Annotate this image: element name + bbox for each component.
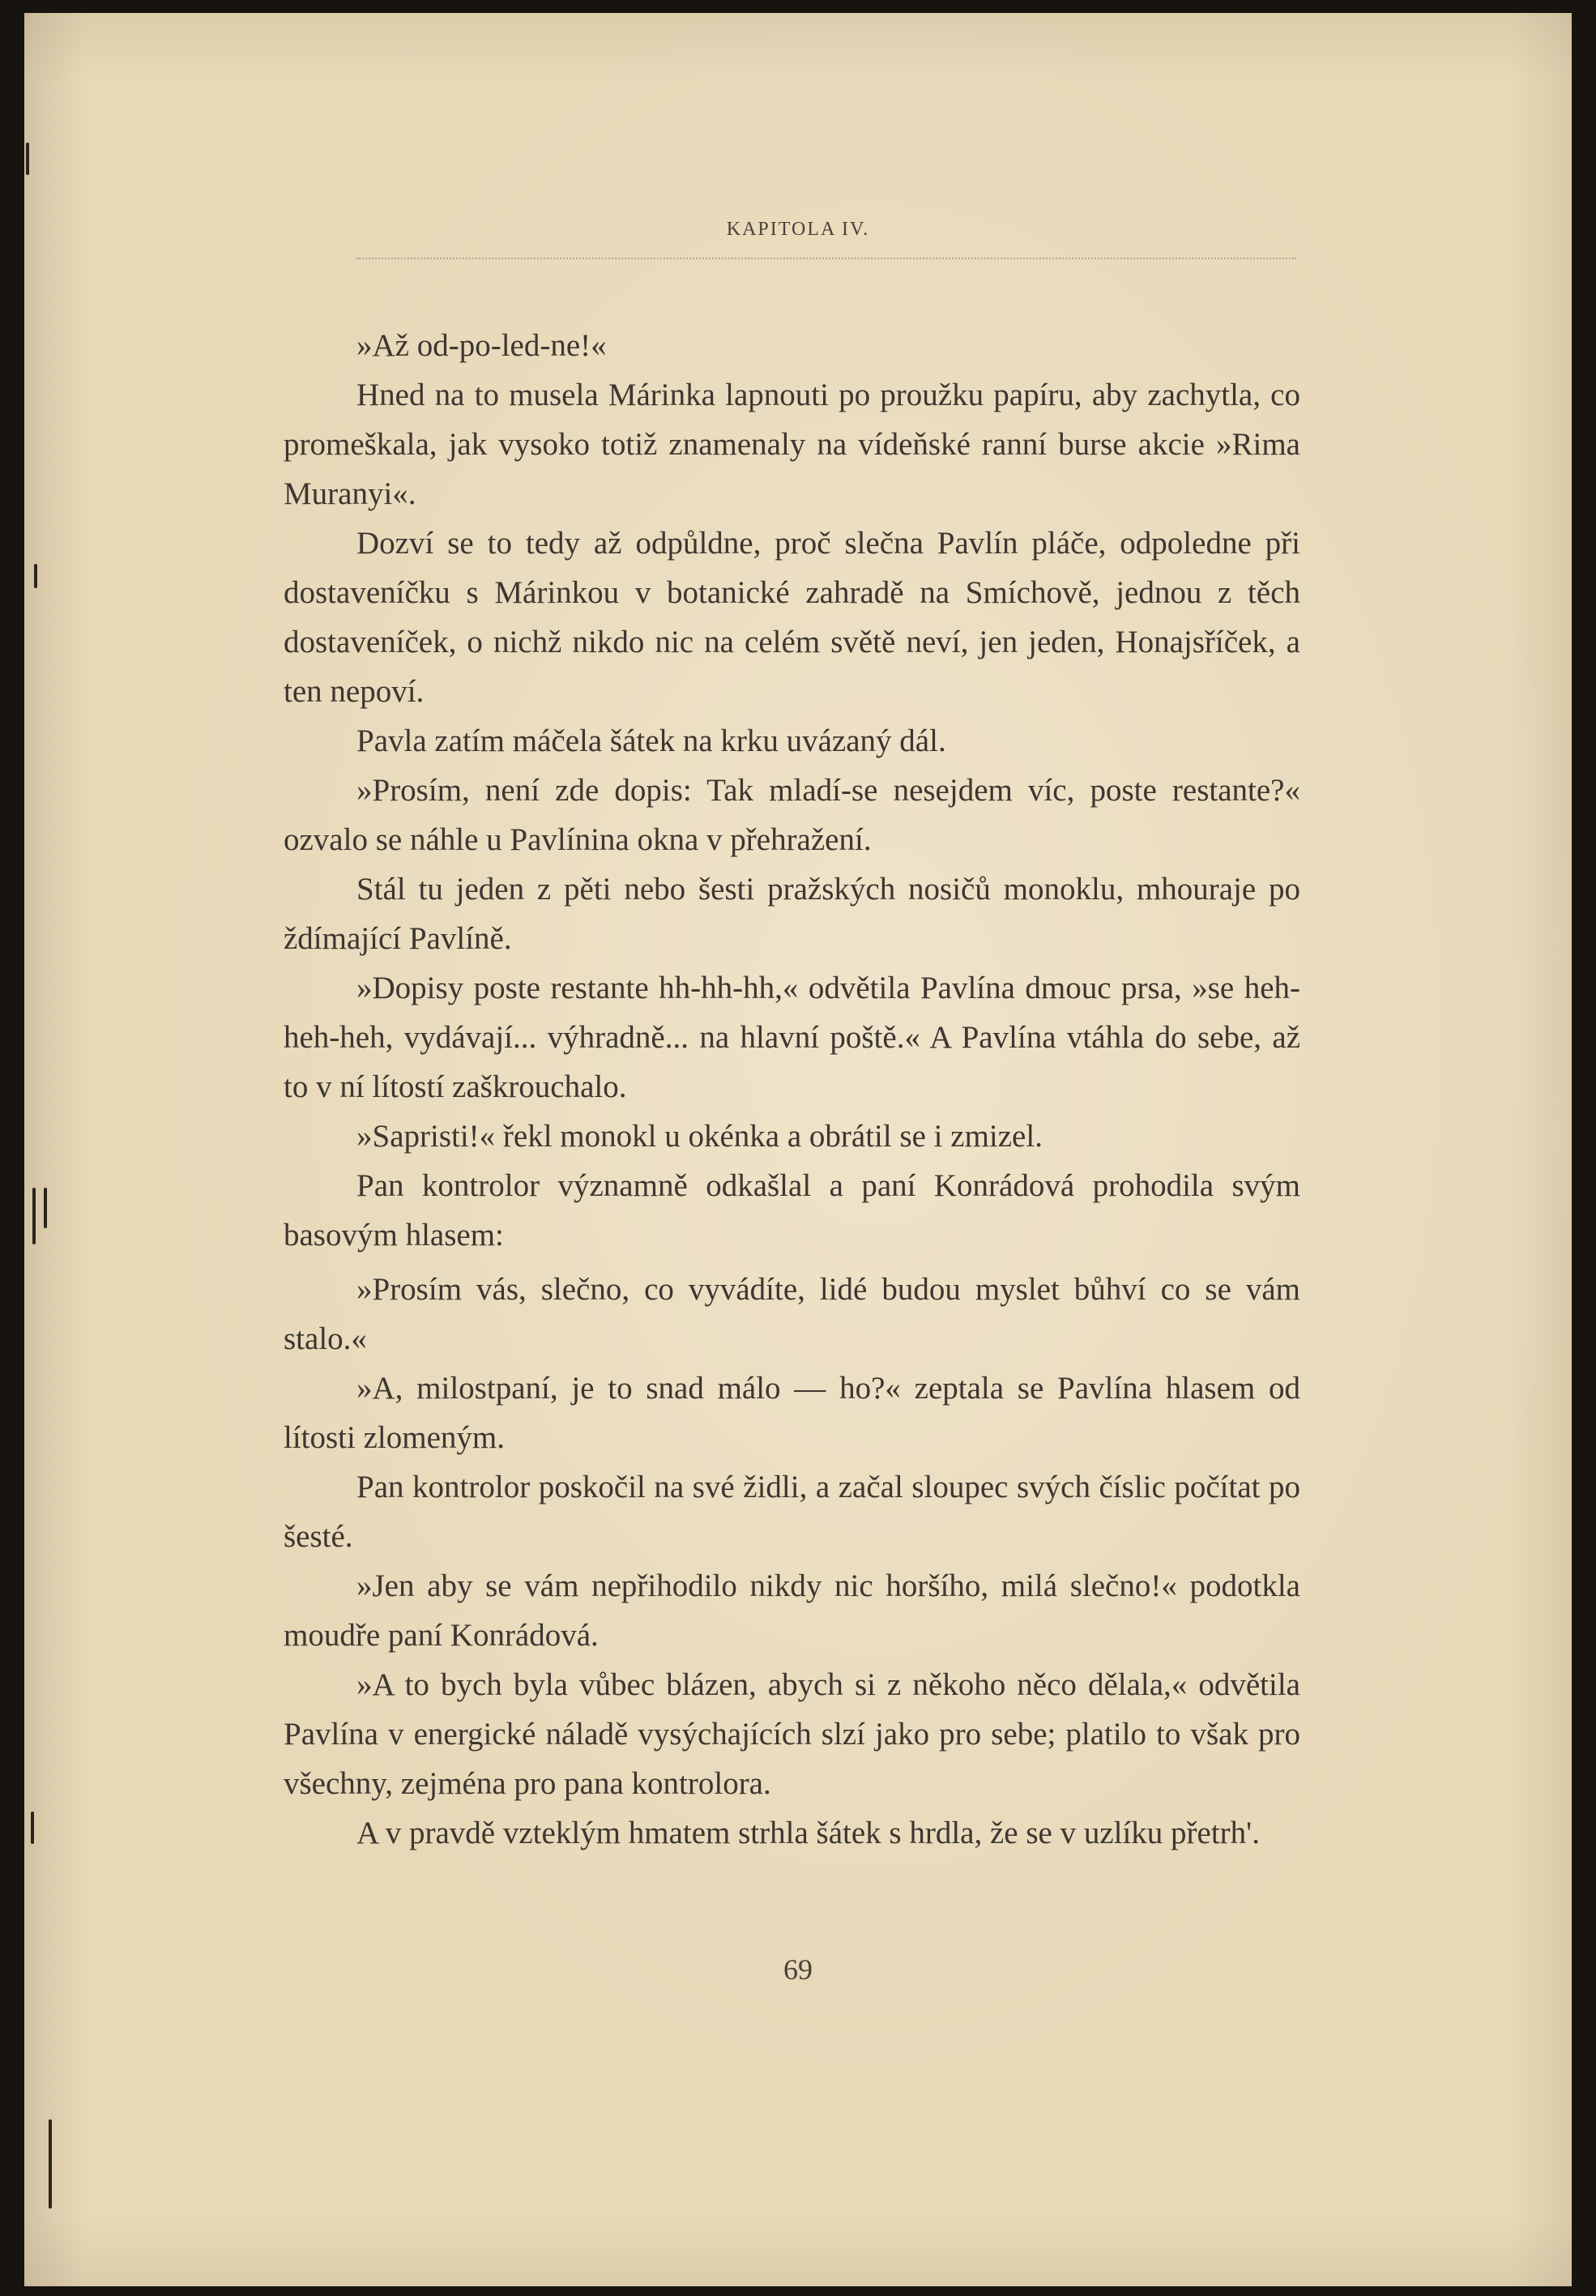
- paragraph: Pan kontrolor významně odkašlal a paní Konrádová prohodila svým basovým hlasem:: [284, 1168, 1300, 1253]
- body-text: [284, 321, 1300, 1858]
- paragraph: »Sapristi!« řekl monokl u okénka a obrátil se i zmizel.: [356, 1119, 1043, 1154]
- page-number: 69: [783, 1953, 813, 1986]
- paragraph: Pavla zatím máčela šátek na krku uvázaný dál.: [356, 723, 946, 758]
- paragraph: »Prosím, není zde dopis: Tak mladí-se nesejdem víc, poste restante?« ozvalo se náhle u Pavlínina okna v přehražení.: [284, 773, 1300, 857]
- header-rule: [356, 258, 1296, 259]
- paragraph: »A to bych byla vůbec blázen, abych si z někoho něco dělala,« odvětila Pavlína v energické náladě vysýchajících slzí jako pro sebe; platilo to však pro všechny, zejména pro pana kontrolora.: [284, 1667, 1300, 1801]
- binding-mark: [31, 1812, 34, 1844]
- paragraph: Pan kontrolor poskočil na své židli, a začal sloupec svých číslic počítat po šesté.: [284, 1470, 1300, 1554]
- paragraph: »Jen aby se vám nepřihodilo nikdy nic horšího, milá slečno!« podotkla moudře paní Konrádová.: [284, 1568, 1300, 1653]
- paragraph: »Dopisy poste restante hh-hh-hh,« odvětila Pavlína dmouc prsa, »se heh-heh-heh, vydávají... výhradně... na hlavní poště.« A Pavlína vtáhla do sebe, až to v ní lítostí zaškrouchalo.: [284, 971, 1300, 1104]
- running-head: KAPITOLA IV.: [726, 219, 870, 240]
- paragraph: A v pravdě vzteklým hmatem strhla šátek s hrdla, že se v uzlíku přetrh'.: [356, 1816, 1260, 1850]
- paragraph: »A, milostpaní, je to snad málo — ho?« zeptala se Pavlína hlasem od lítosti zlomeným.: [284, 1371, 1300, 1455]
- paragraph: »Až od-po-led-ne!«: [356, 328, 607, 363]
- paragraph: »Prosím vás, slečno, co vyvádíte, lidé budou myslet bůhví co se vám stalo.«: [284, 1272, 1300, 1356]
- binding-mark: [34, 564, 37, 588]
- binding-mark: [44, 1188, 47, 1228]
- paragraph: Hned na to musela Márinka lapnouti po proužku papíru, aby zachytla, co promeškala, jak vysoko totiž znamenaly na vídeňské ranní burse akcie »Rima Muranyi«.: [284, 378, 1300, 511]
- paragraph: Stál tu jeden z pěti nebo šesti pražských nosičů monoklu, mhouraje po ždímající Pavlíně.: [284, 872, 1300, 956]
- binding-mark: [26, 143, 29, 175]
- paragraph: Dozví se to tedy až odpůldne, proč slečna Pavlín pláče, odpoledne při dostaveníčku s Márinkou v botanické zahradě na Smíchově, jednou z těch dostaveníček, o nichž nikdo nic na celém světě neví, jen jeden, Honajsříček, a ten nepoví.: [284, 526, 1300, 709]
- binding-mark: [49, 2119, 52, 2209]
- binding-mark: [32, 1188, 36, 1244]
